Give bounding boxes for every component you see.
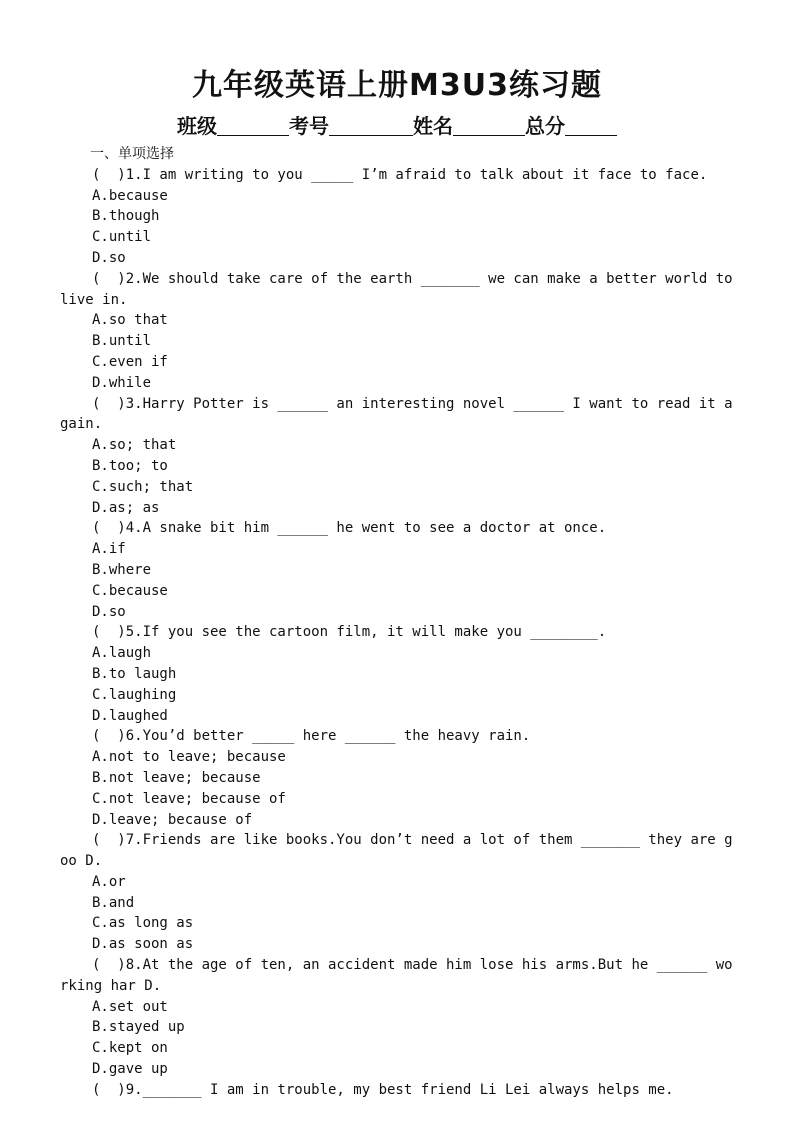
class-blank [217, 115, 289, 136]
answer-option: A.if [92, 541, 126, 558]
answer-option: D.so [92, 249, 126, 266]
question-item [60, 726, 740, 830]
question-item [60, 269, 740, 394]
score-blank [565, 115, 617, 136]
answer-option: A.or [92, 873, 126, 890]
question-item [60, 622, 740, 726]
question-stem: ( )7.Friends are like books.You don’t need a lot of them _______ they are goo D. [60, 832, 733, 870]
answer-option: B.not leave; because [92, 769, 261, 786]
answer-option: C.laughing [92, 686, 177, 703]
answer-option: C.not leave; because of [92, 790, 286, 807]
name-label: 姓名 [413, 114, 453, 138]
answer-option: A.not to leave; because [92, 749, 286, 766]
question-item [60, 165, 740, 269]
question-stem: ( )8.At the age of ten, an accident made him lose his arms.But he ______ working har D. [60, 957, 733, 994]
answer-option: B.until [92, 333, 152, 350]
answer-option: B.stayed up [92, 1019, 185, 1036]
answer-option: A.because [92, 187, 168, 204]
name-blank [453, 115, 525, 136]
answer-option: C.even if [92, 353, 168, 370]
question-stem: ( )4.A snake bit him ______ he went to see a doctor at once. [92, 520, 607, 537]
question-item [60, 830, 740, 955]
answer-option: A.so; that [92, 437, 177, 454]
answer-option: D.laughed [92, 707, 168, 724]
question-stem: ( )1.I am writing to you _____ I’m afraid to talk about it face to face. [92, 166, 708, 183]
answer-option: C.such; that [92, 478, 194, 495]
answer-option: B.too; to [92, 457, 168, 474]
answer-option: C.until [92, 229, 152, 246]
answer-option: A.set out [92, 998, 168, 1015]
question-item [60, 955, 740, 1080]
question-stem: ( )6.You’d better _____ here ______ the heavy rain. [92, 728, 531, 745]
number-label: 考号 [289, 114, 329, 138]
section-heading: 一、单项选择 [90, 146, 174, 162]
answer-option: D.as soon as [92, 936, 194, 953]
answer-option: D.so [92, 603, 126, 620]
question-stem: ( )3.Harry Potter is ______ an interesting novel ______ I want to read it again. [60, 395, 733, 433]
answer-option: B.where [92, 561, 152, 578]
question-stem: ( )9._______ I am in trouble, my best friend Li Lei always helps me. [92, 1081, 674, 1098]
question-content [60, 144, 740, 1101]
question-item [60, 518, 740, 622]
score-label: 总分 [525, 114, 565, 138]
answer-option: C.as long as [92, 915, 194, 932]
question-item [60, 394, 740, 519]
answer-option: A.so that [92, 312, 168, 329]
answer-option: B.to laugh [92, 665, 177, 682]
answer-option: C.kept on [92, 1040, 168, 1057]
student-info-line [0, 110, 794, 139]
question-stem: ( )2.We should take care of the earth _______ we can make a better world to live in. [60, 270, 742, 308]
answer-option: A.laugh [92, 645, 152, 662]
question-stem: ( )5.If you see the cartoon film, it will make you ________. [92, 624, 607, 641]
answer-option: D.gave up [92, 1061, 168, 1078]
class-label: 班级 [177, 114, 217, 138]
answer-option: C.because [92, 582, 168, 599]
answer-option: B.though [92, 208, 160, 225]
question-list [60, 165, 740, 1101]
answer-option: B.and [92, 894, 135, 911]
answer-option: D.while [92, 374, 152, 391]
answer-option: D.as; as [92, 499, 160, 516]
question-item [60, 1080, 740, 1101]
answer-option: D.leave; because of [92, 811, 253, 828]
page-title: 九年级英语上册M3U3练习题 [192, 68, 602, 103]
number-blank [329, 115, 413, 136]
